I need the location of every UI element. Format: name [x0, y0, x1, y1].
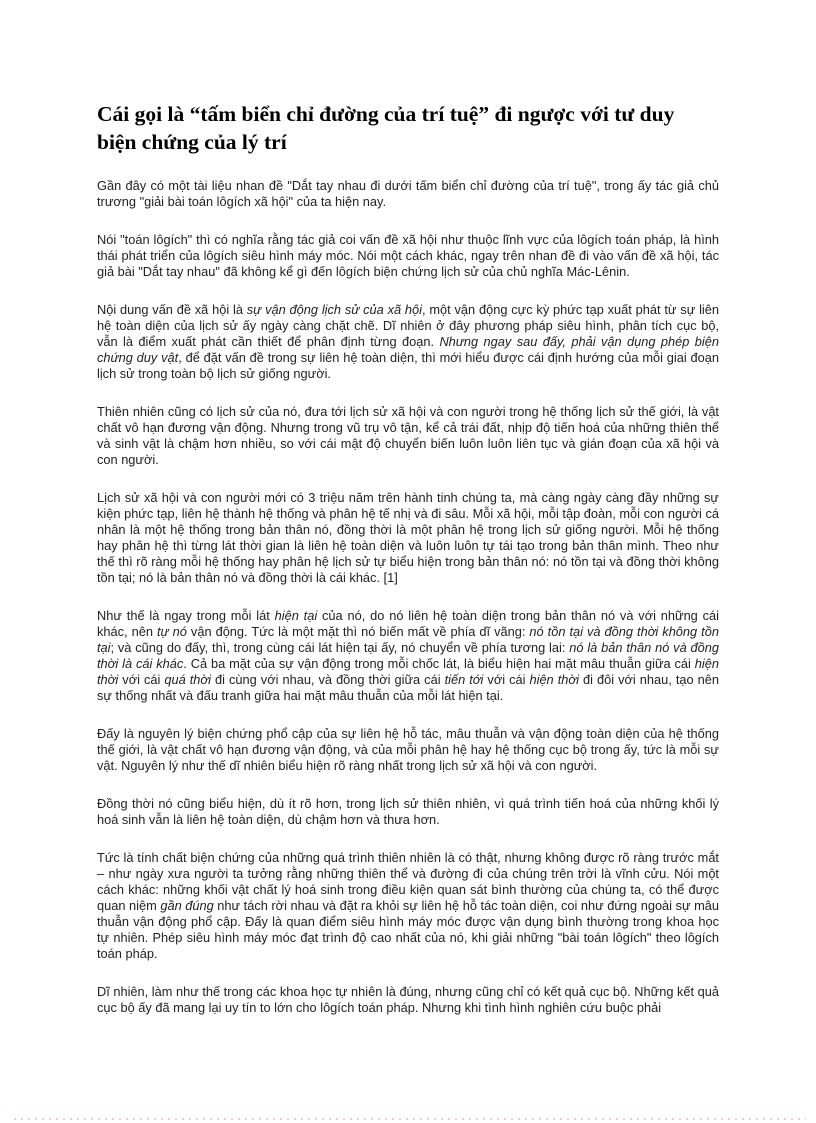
text-run: Dĩ nhiên, làm như thế trong các khoa học tự nhiên là đúng, nhưng cũng chỉ có kết quả cục bộ. Những kết quả cục bộ ấy đã mang lại uy tín to lớn cho lôgích toán pháp. Nhưng khi tình hình nghiên cứu buộc phải — [97, 983, 719, 1015]
paragraph — [97, 726, 719, 774]
text-run: đi cùng với nhau, và đồng thời giữa cái — [211, 671, 445, 687]
text-run: Đồng thời nó cũng biểu hiện, dù ít rõ hơn, trong lịch sử thiên nhiên, vì quá trình tiến hoá của những khối lý hoá sinh vẫn là liên hệ toàn diện, dù chậm hơn và thưa hơn. — [97, 795, 719, 827]
paragraph — [97, 850, 719, 962]
text-run: Thiên nhiên cũng có lịch sử của nó, đưa tới lịch sử xã hội và con người trong hệ thống lịch sử thế giới, là vật chất vô hạn đương vận động. Nhưng trong vũ trụ vô tận, kể cả trái đất, nhịp độ tiến hoá của những thiên thể và sinh vật là chậm hơn nhiều, so với cái mật độ chuyển biến luôn luôn liên tục và gián đoạn của xã hội và con người. — [97, 403, 719, 467]
paragraph — [97, 404, 719, 468]
text-run: với cái — [483, 671, 530, 687]
italic-text-run: nó là bản thân nó và đồng thời là cái khác — [97, 639, 719, 671]
italic-text-run: hiện thời — [97, 655, 719, 687]
text-run: . Cả ba mặt của sự vận động trong mỗi chốc lát, là biểu hiện hai mặt mâu thuẫn giữa cái — [183, 655, 695, 671]
italic-text-run: Nhưng ngay sau đấy, phải vận dụng phép biện chứng duy vật — [97, 333, 719, 365]
italic-text-run: tiến tới — [444, 671, 484, 687]
italic-text-run: gần đúng — [160, 897, 214, 913]
text-run: Nói "toán lôgích" thì có nghĩa rằng tác giả coi vấn đề xã hội như thuộc lĩnh vực của lôgích toán pháp, là hình thái phát triển của lôgích siêu hình máy móc. Nói một cách khác, ngay trên nhan đề đi vào vấn đề xã hội, tác giả bài "Dắt tay nhau" đã không kể gì đến lôgích biện chứng lịch sử của chủ nghĩa Mác-Lênin. — [97, 231, 719, 279]
paragraph — [97, 796, 719, 828]
paragraph — [97, 302, 719, 382]
paragraph — [97, 490, 719, 586]
italic-text-run: sự vận động lịch sử của xã hội — [246, 301, 423, 317]
text-run: , để đặt vấn đề trong sự liên hệ toàn diện, thì mới hiểu được cái định hướng của mỗi giai đoạn lịch sử trong toàn bộ lịch sử giống người. — [97, 349, 719, 381]
text-run: Như thế là ngay trong mỗi lát — [97, 607, 275, 623]
text-run: với cái — [118, 671, 165, 687]
paragraph — [97, 232, 719, 280]
italic-text-run: hiện tại — [274, 607, 318, 623]
text-run: ; và cũng do đấy, thì, trong cùng cái lát hiện tại ấy, nó chuyển về phía tương lai: — [110, 639, 570, 655]
italic-text-run: quá thời — [164, 671, 211, 687]
text-run: đi đôi với nhau, tạo nên sự thống nhất và đấu tranh giữa hai mặt mâu thuẫn của mỗi lát hiện tại. — [97, 671, 719, 703]
text-run: vận động. Tức là một mặt thì nó biến mất về phía dĩ vãng: — [186, 623, 530, 639]
text-run: Tức là tính chất biện chứng của những quá trình thiên nhiên là có thật, nhưng không được rõ ràng trước mắt – như ngày xưa người ta tưởng rằng những thiên thể và đường đi của chúng trên trời là vĩnh cửu. Nói một cách khác: những khối vật chất lý hoá sinh trong điều kiện quan sát bình thường của chúng ta, có thể được quan niệm — [97, 849, 719, 913]
paragraph — [97, 608, 719, 704]
text-run: Đấy là nguyên lý biện chứng phổ cập của sự liên hệ hỗ tác, mâu thuẫn và vận động toàn diện của hệ thống thế giới, là vật chất vô hạn đương vận động, và của mỗi phân hệ hay hệ thống cục bộ trong ấy, tức là mỗi sự vật. Nguyên lý như thế dĩ nhiên biểu hiện rõ ràng nhất trong lịch sử xã hội và con người. — [97, 725, 719, 773]
text-run: Gần đây có một tài liệu nhan đề "Dắt tay nhau đi dưới tấm biển chỉ đường của trí tuệ", trong ấy tác giả chủ trương "giải bài toán lôgích xã hội" của ta hiện nay. — [97, 177, 719, 209]
document-body — [97, 178, 719, 1016]
italic-text-run: nó tồn tại và đồng thời không tồn tại — [97, 623, 719, 655]
text-run: của nó, do nó liên hệ toàn diện trong bản thân nó và với những cái khác, nên — [97, 607, 720, 639]
text-run: , một vận động cực kỳ phức tạp xuất phát từ sự liên hệ toàn diện của lịch sử ấy ngày càng chặt chẽ. Dĩ nhiên ở đây phương pháp siêu hình, phân tích cục bộ, vẫn là điểm xuất phát cần thiết để phân định từng đoạn. — [97, 301, 719, 349]
text-run: Nội dung vấn đề xã hội là — [97, 301, 247, 317]
paragraph — [97, 178, 719, 210]
text-run: Lịch sử xã hội và con người mới có 3 triệu năm trên hành tinh chúng ta, mà càng ngày càng đầy những sự kiện phức tạp, liên hệ thành hệ thống và phân hệ tế nhị và đi sâu. Mỗi xã hội, mỗi tập đoàn, mỗi con người cá nhân là một hệ thống trong bản thân nó, đồng thời là một phân hệ trong lịch sử giống người. Mỗi hệ thống hay phân hệ thì từng lát thời gian là liên hệ toàn diện và luôn luôn tự tái tạo trong bản thân mình. Theo như thế thì rõ ràng mỗi hệ thống hay phân hệ lịch sử tự biểu hiện trong bản thân nó: nó tồn tại và đồng thời không tồn tại; nó là bản thân nó và đồng thời là cái khác. [1] — [97, 489, 719, 585]
paragraph — [97, 984, 719, 1016]
italic-text-run: hiện thời — [529, 671, 579, 687]
text-run: như tách rời nhau và đặt ra khỏi sự liên hệ hỗ tác toàn diện, coi như đứng ngoài sự mâu thuẫn vận động phổ cập. Đấy là quan điểm siêu hình máy móc được vận dụng bình thường trong khoa học tự nhiên. Phép siêu hình máy móc đạt trình độ cao nhất của nó, khi giải những "bài toán lôgích" theo lôgích toán pháp. — [97, 897, 720, 961]
page-break-dotted-line — [14, 1118, 806, 1120]
italic-text-run: tự nó — [156, 623, 187, 639]
page-title: Cái gọi là “tấm biển chỉ đường của trí tuệ” đi ngược với tư duy biện chứng của lý trí — [97, 102, 675, 155]
